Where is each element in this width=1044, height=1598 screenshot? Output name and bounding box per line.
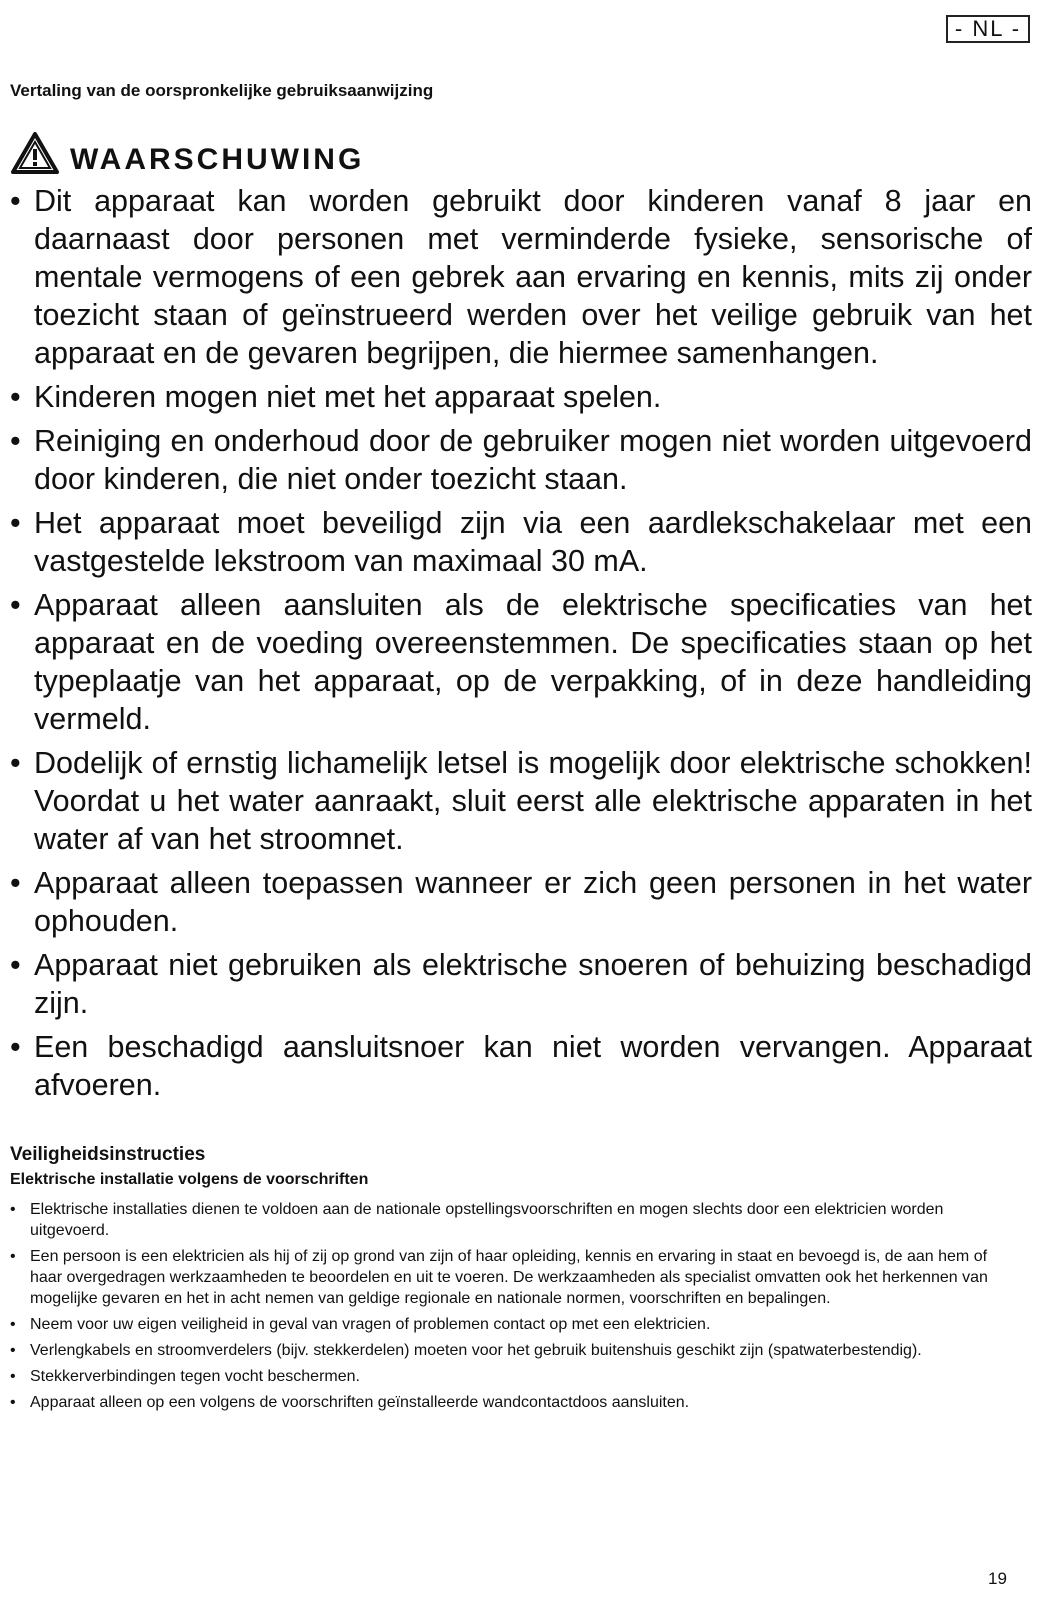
safety-item: • Verlengkabels en stroomverdelers (bijv. stekkerdelen) moeten voor het gebruik buitenshuis geschikt zijn (spatwaterbestendig). xyxy=(10,1340,1018,1361)
safety-section-title: Veiligheidsinstructies xyxy=(10,1144,206,1165)
language-badge: - NL - xyxy=(946,15,1030,43)
safety-item: • Stekkerverbindingen tegen vocht beschermen. xyxy=(10,1366,1018,1387)
warning-item: • Het apparaat moet beveiligd zijn via een aardlekschakelaar met een vastgestelde lekstroom van maximaal 30 mA. xyxy=(10,504,1032,580)
warning-heading xyxy=(10,123,364,179)
safety-section-subtitle: Elektrische installatie volgens de voorschriften xyxy=(10,1171,369,1188)
warning-item: • Kinderen mogen niet met het apparaat spelen. xyxy=(10,378,1032,416)
warning-item: • Apparaat niet gebruiken als elektrische snoeren of behuizing beschadigd zijn. xyxy=(10,946,1032,1022)
warning-triangle-icon xyxy=(10,131,60,175)
safety-item: • Neem voor uw eigen veiligheid in geval van vragen of problemen contact op met een elektricien. xyxy=(10,1314,1018,1335)
warning-title: WAARSCHUWING xyxy=(70,143,365,176)
warning-item: • Reiniging en onderhoud door de gebruiker mogen niet worden uitgevoerd door kinderen, die niet onder toezicht staan. xyxy=(10,422,1032,498)
page-number: 19 xyxy=(988,1569,1007,1588)
warning-item: • Dit apparaat kan worden gebruikt door kinderen vanaf 8 jaar en daarnaast door personen met verminderde fysieke, sensorische of mentale vermogens of een gebrek aan ervaring en kennis, mits zij onder toezicht staan of geïnstrueerd werden over het veilige gebruik van het apparaat en de gevaren begrijpen, die hiermee samenhangen. xyxy=(10,182,1032,372)
warning-item: • Apparaat alleen toepassen wanneer er zich geen personen in het water ophouden. xyxy=(10,864,1032,940)
warning-item: • Dodelijk of ernstig lichamelijk letsel is mogelijk door elektrische schokken! Voordat u het water aanraakt, sluit eerst alle elektrische apparaten in het water af van het stroomnet. xyxy=(10,744,1032,858)
warning-item: • Apparaat alleen aansluiten als de elektrische specificaties van het apparaat en de voeding overeenstemmen. De specificaties staan op het typeplaatje van het apparaat, op de verpakking, of in deze handleiding vermeld. xyxy=(10,586,1032,738)
safety-item: • Elektrische installaties dienen te voldoen aan de nationale opstellingsvoorschriften en mogen slechts door een elektricien worden uitgevoerd. xyxy=(10,1199,1018,1241)
safety-item: • Een persoon is een elektricien als hij of zij op grond van zijn of haar opleiding, kennis en ervaring in staat en bevoegd is, de aan hem of haar overgedragen werkzaamheden te beoordelen en uit te voeren. De werkzaamheden als specialist omvatten ook het herkennen van mogelijke gevaren en het in acht nemen van geldige regionale en nationale normen, voorschriften en bepalingen. xyxy=(10,1246,1018,1309)
warning-list xyxy=(10,182,1032,1110)
safety-list xyxy=(10,1199,1018,1418)
document-subtitle: Vertaling van de oorspronkelijke gebruiksaanwijzing xyxy=(10,81,434,100)
safety-item: • Apparaat alleen op een volgens de voorschriften geïnstalleerde wandcontactdoos aansluiten. xyxy=(10,1392,1018,1413)
warning-item: • Een beschadigd aansluitsnoer kan niet worden vervangen. Apparaat afvoeren. xyxy=(10,1028,1032,1104)
